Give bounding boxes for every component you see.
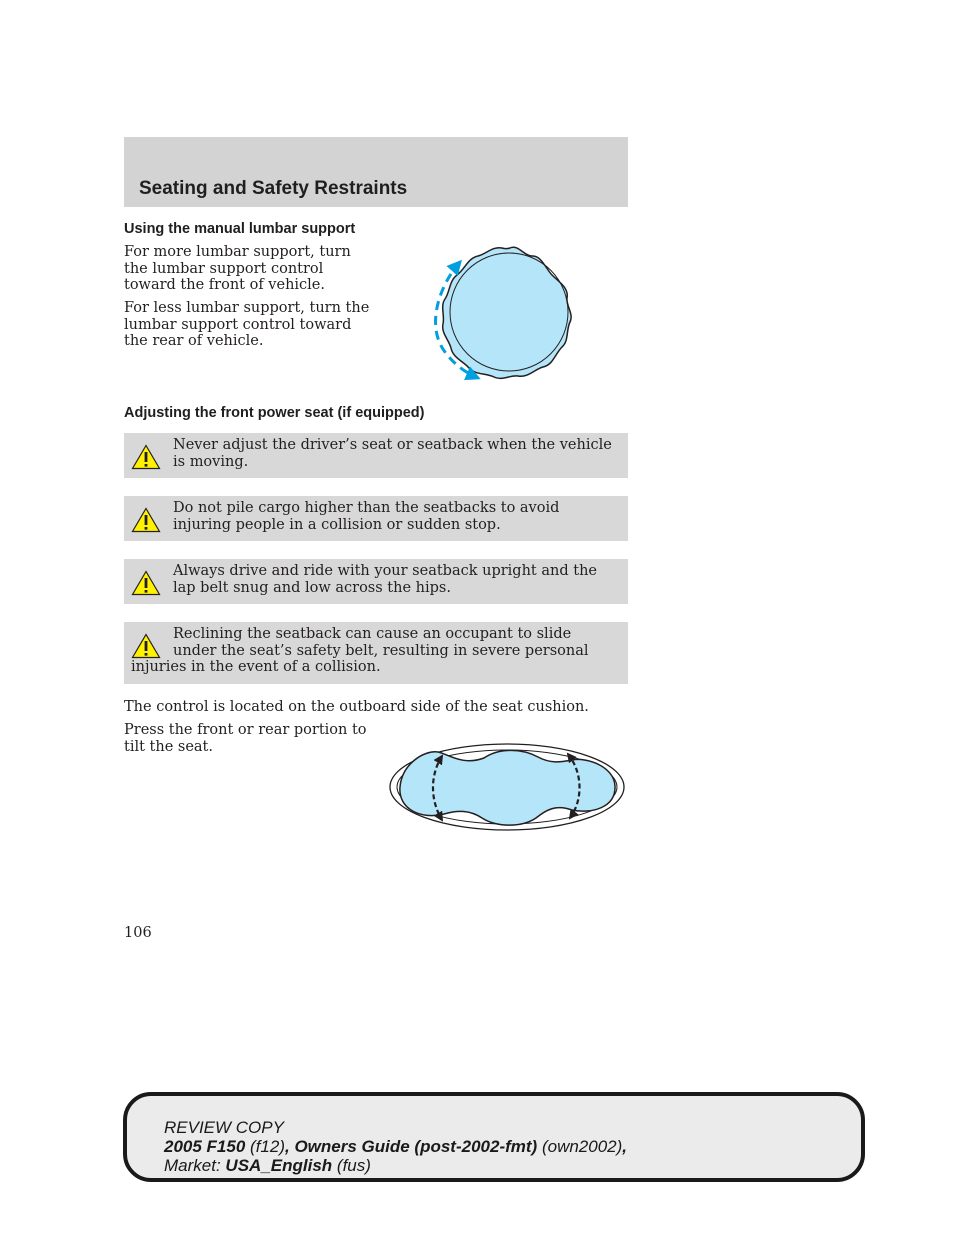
warning-text: Do not pile cargo higher than the seatbacks to avoid injuring people in a collision or sudden stop. [173, 500, 560, 533]
warning-box [124, 559, 628, 604]
footer-separator: , [285, 1137, 295, 1156]
footer-separator: , [622, 1137, 628, 1156]
footer-guide-code: (own2002) [541, 1137, 623, 1156]
warning-box [124, 622, 628, 684]
tilt-instruction-text: Press the front or rear portion to tilt the seat. [124, 722, 367, 755]
footer-market: USA_English [225, 1156, 333, 1175]
lumbar-heading: Using the manual lumbar support [124, 221, 356, 237]
footer-review-label: REVIEW COPY [164, 1118, 284, 1137]
warning-triangle-icon [131, 570, 161, 596]
power-seat-control-illustration [386, 740, 631, 835]
page-number: 106 [124, 925, 152, 941]
warning-text: Reclining the seatback can cause an occupant to slide under the seat’s safety belt, resulting in severe personal injuries in the event of a collision. [131, 626, 589, 675]
lumbar-knob-illustration [420, 242, 580, 384]
footer-guide: Owners Guide (post-2002-fmt) [294, 1137, 538, 1156]
lumbar-knob [443, 247, 571, 378]
footer-market-code: (fus) [336, 1156, 371, 1175]
warning-triangle-icon [131, 633, 161, 659]
power-seat-heading: Adjusting the front power seat (if equipped) [124, 405, 425, 421]
warning-text: Never adjust the driver’s seat or seatback when the vehicle is moving. [173, 437, 612, 470]
footer-text [164, 1118, 627, 1175]
review-copy-footer [123, 1092, 865, 1182]
section-header-band [124, 137, 628, 207]
section-title: Seating and Safety Restraints [139, 178, 408, 199]
warning-triangle-icon [131, 507, 161, 533]
warning-box [124, 433, 628, 478]
lumbar-more-text: For more lumbar support, turn the lumbar support control toward the front of vehicle. [124, 244, 351, 293]
footer-model-code: (f12) [250, 1137, 285, 1156]
lumbar-less-text: For less lumbar support, turn the lumbar support control toward the rear of vehicle. [124, 300, 370, 349]
warning-box [124, 496, 628, 541]
control-location-text: The control is located on the outboard side of the seat cushion. [124, 699, 589, 715]
warning-triangle-icon [131, 444, 161, 470]
footer-model: 2005 F150 [164, 1137, 246, 1156]
warning-text: Always drive and ride with your seatback upright and the lap belt snug and low across the hips. [173, 563, 597, 596]
footer-market-label: Market: [164, 1156, 221, 1175]
